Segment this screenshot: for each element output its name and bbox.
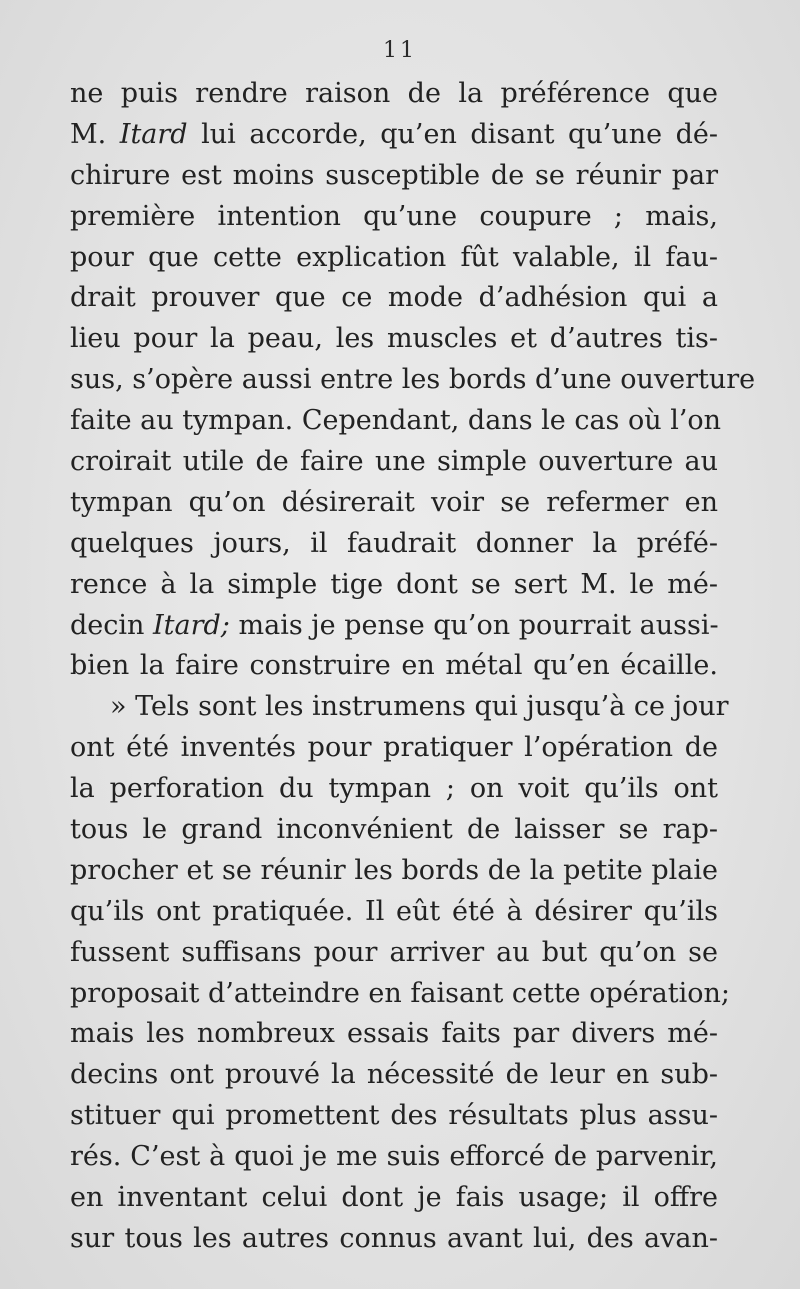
text-line: decins ont prouvé la nécessité de leur en sub- [70,1059,718,1091]
text-line: pour que cette explication fût valable, il fau- [70,241,718,273]
text-line: stituer qui promettent des résultats plus assu- [70,1100,718,1132]
text-line: tympan qu’on désirerait voir se refermer en [70,486,718,518]
text-line: en inventant celui dont je fais usage; il offre [70,1182,718,1214]
text-line: sus, s’opère aussi entre les bords d’une ouverture [70,364,756,396]
page-number: 11 [383,38,417,63]
text-line: bien la faire construire en métal qu’en écaille. [70,650,718,682]
text-line: lieu pour la peau, les muscles et d’autres tis- [70,323,718,355]
italic-name: Itard; [153,609,230,641]
text-line: première intention qu’une coupure ; mais, [70,200,718,232]
text-line: fussent suffisans pour arriver au but qu’on se [70,936,718,968]
text-line: croirait utile de faire une simple ouverture au [70,446,718,478]
text-line: procher et se réunir les bords de la petite plaie [70,854,718,886]
italic-name: Itard [119,118,188,150]
body-text [70,74,756,1260]
text-line: M. Itard lui accorde, qu’en disant qu’une dé- [70,118,718,150]
text-line: chirure est moins susceptible de se réunir par [70,159,718,191]
text-line: la perforation du tympan ; on voit qu’ils ont [70,773,718,805]
text-line: sur tous les autres connus avant lui, des avan- [70,1222,718,1254]
text-line: decin Itard; mais je pense qu’on pourrait aussi- [70,609,719,641]
text-line: tous le grand inconvénient de laisser se rap- [70,814,718,846]
text-line: qu’ils ont pratiquée. Il eût été à désirer qu’ils [70,895,718,927]
paragraph-start-line: » Tels sont les instrumens qui jusqu’à ce jour [110,691,729,723]
text-line: mais les nombreux essais faits par divers mé- [70,1018,718,1050]
text-line: rence à la simple tige dont se sert M. le mé- [70,568,718,600]
text-line: quelques jours, il faudrait donner la préfé- [70,527,718,559]
text-line: ont été inventés pour pratiquer l’opération de [70,732,718,764]
text-line: drait prouver que ce mode d’adhésion qui a [70,282,718,314]
text-line: proposait d’atteindre en faisant cette opération; [70,977,730,1009]
text-line: faite au tympan. Cependant, dans le cas où l’on [70,405,722,437]
text-line: ne puis rendre raison de la préférence que [70,78,718,109]
text-line: rés. C’est à quoi je me suis efforcé de parvenir, [70,1141,718,1173]
